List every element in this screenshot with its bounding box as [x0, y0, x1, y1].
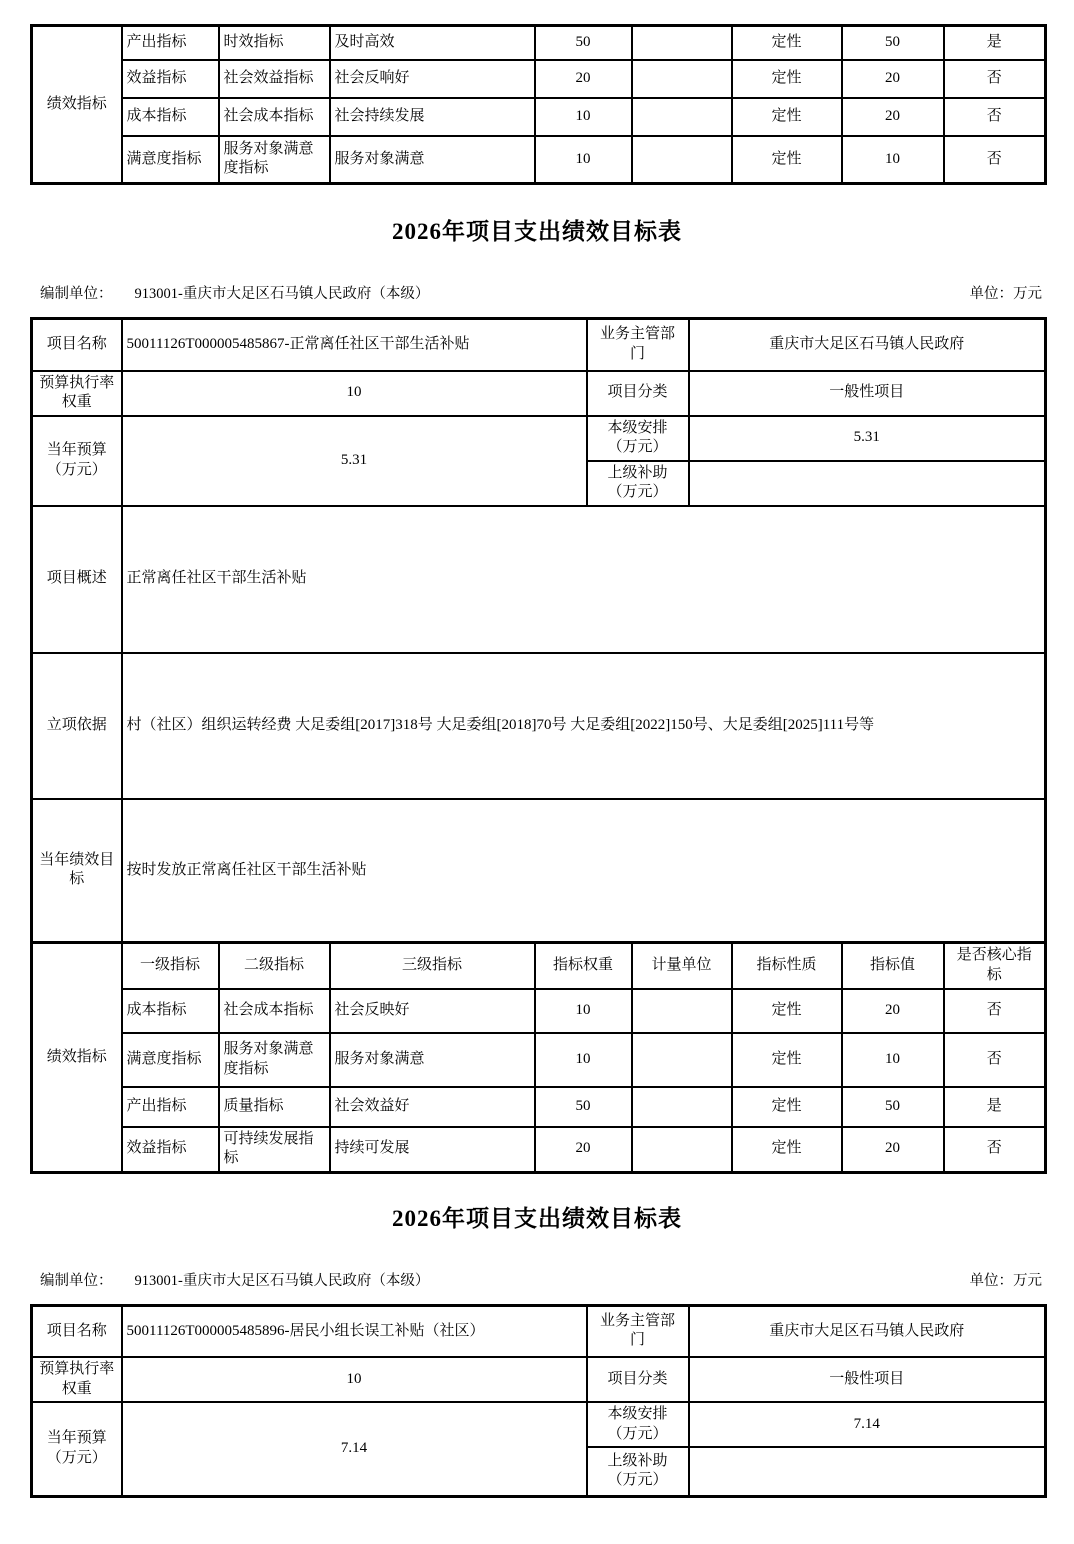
performance-group-label: 绩效指标: [32, 26, 122, 184]
indicator-cell: 社会反响好: [330, 60, 535, 98]
indicator-cell: 20: [842, 60, 944, 98]
indicator-cell: [632, 989, 732, 1033]
upper-subsidy-value: [689, 1447, 1046, 1496]
dept-value: 重庆市大足区石马镇人民政府: [689, 1305, 1046, 1357]
carryover-performance-table: [30, 24, 1047, 185]
indicator-cell: 10: [535, 98, 632, 136]
indicator-cell: 否: [944, 1033, 1046, 1087]
indicator-cell: 20: [535, 1127, 632, 1173]
indicator-cell: 可持续发展指 标: [219, 1127, 330, 1173]
basis-value: 村（社区）组织运转经费 大足委组[2017]318号 大足委组[2018]70号 大足委组[2022]150号、大足委组[2025]111号等: [122, 653, 1046, 799]
upper-subsidy-label: 上级补助 （万元）: [587, 1447, 689, 1496]
project-class-value: 一般性项目: [689, 371, 1046, 416]
prep-unit-label: 编制单位：: [40, 1272, 113, 1289]
budget-exec-weight-value: 10: [122, 1357, 587, 1402]
prep-unit: [40, 282, 429, 303]
local-arrangement-label: 本级安排 （万元）: [587, 416, 689, 461]
indicator-cell: 定性: [732, 98, 842, 136]
indicator-cell: 定性: [732, 989, 842, 1033]
indicator-header-cell: 一级指标: [122, 943, 219, 989]
indicator-header-cell: 指标性质: [732, 943, 842, 989]
report-title: 2026年项目支出绩效目标表: [392, 219, 682, 244]
indicator-cell: 50: [842, 26, 944, 60]
indicator-header-cell: 指标值: [842, 943, 944, 989]
upper-subsidy-label: 上级补助 （万元）: [587, 461, 689, 506]
overview-value: 正常离任社区干部生活补贴: [122, 506, 1046, 653]
indicator-cell: 效益指标: [122, 1127, 219, 1173]
indicator-cell: [632, 60, 732, 98]
annual-budget-value: 5.31: [122, 416, 587, 506]
unit-label: 单位：万元: [969, 1272, 1042, 1289]
indicator-cell: [632, 26, 732, 60]
indicator-cell: 及时高效: [330, 26, 535, 60]
indicator-cell: 社会持续发展: [330, 98, 535, 136]
indicator-header-cell: 计量单位: [632, 943, 732, 989]
prep-unit-label: 编制单位：: [40, 286, 113, 302]
prep-unit-value: 913001-重庆市大足区石马镇人民政府（本级）: [134, 286, 430, 302]
indicator-cell: 质量指标: [219, 1087, 330, 1127]
indicator-header-cell: 三级指标: [330, 943, 535, 989]
local-arrangement-value: 5.31: [689, 416, 1046, 461]
indicator-cell: 定性: [732, 26, 842, 60]
report-meta: [40, 282, 1042, 303]
indicator-cell: 定性: [732, 1127, 842, 1173]
annual-goal-value: 按时发放正常离任社区干部生活补贴: [122, 799, 1046, 943]
project-class-label: 项目分类: [587, 1357, 689, 1402]
indicator-cell: 服务对象满意: [330, 1033, 535, 1087]
indicator-cell: 定性: [732, 60, 842, 98]
annual-budget-value: 7.14: [122, 1402, 587, 1496]
project-name-value: 50011126T000005485896-居民小组长误工补贴（社区）: [122, 1305, 587, 1357]
indicator-cell: 服务对象满意 度指标: [219, 1033, 330, 1087]
prep-unit: [40, 1269, 429, 1290]
project-class-label: 项目分类: [587, 371, 689, 416]
indicator-cell: 社会效益好: [330, 1087, 535, 1127]
indicator-cell: 否: [944, 98, 1046, 136]
indicator-cell: 50: [842, 1087, 944, 1127]
annual-goal-label: 当年绩效目 标: [32, 799, 122, 943]
indicator-header-cell: 指标权重: [535, 943, 632, 989]
indicator-cell: [632, 136, 732, 184]
indicator-cell: 是: [944, 1087, 1046, 1127]
indicator-cell: 社会成本指标: [219, 98, 330, 136]
dept-label: 业务主管部 门: [587, 319, 689, 371]
indicator-cell: 时效指标: [219, 26, 330, 60]
overview-label: 项目概述: [32, 506, 122, 653]
unit-label: 单位：万元: [969, 286, 1042, 302]
local-arrangement-value: 7.14: [689, 1402, 1046, 1447]
indicator-cell: 否: [944, 136, 1046, 184]
performance-group-label: 绩效指标: [32, 943, 122, 1173]
indicator-cell: 社会反映好: [330, 989, 535, 1033]
indicator-cell: 50: [535, 26, 632, 60]
indicator-header-cell: 是否核心指 标: [944, 943, 1046, 989]
indicator-cell: 10: [535, 1033, 632, 1087]
dept-value: 重庆市大足区石马镇人民政府: [689, 319, 1046, 371]
report-meta: [40, 1269, 1042, 1290]
indicator-cell: 10: [535, 136, 632, 184]
indicator-cell: 20: [535, 60, 632, 98]
annual-budget-label: 当年预算 （万元）: [32, 1402, 122, 1496]
indicator-cell: 效益指标: [122, 60, 219, 98]
indicator-cell: 20: [842, 1127, 944, 1173]
budget-exec-weight-label: 预算执行率 权重: [32, 1357, 122, 1402]
indicator-cell: 否: [944, 989, 1046, 1033]
indicator-cell: 定性: [732, 1033, 842, 1087]
indicator-cell: [632, 98, 732, 136]
dept-label: 业务主管部 门: [587, 1305, 689, 1357]
indicator-cell: 社会成本指标: [219, 989, 330, 1033]
indicator-cell: [632, 1127, 732, 1173]
budget-exec-weight-value: 10: [122, 371, 587, 416]
indicator-cell: 定性: [732, 1087, 842, 1127]
indicator-cell: 服务对象满意: [330, 136, 535, 184]
indicator-cell: 10: [842, 1033, 944, 1087]
indicator-cell: 否: [944, 60, 1046, 98]
indicator-cell: 否: [944, 1127, 1046, 1173]
indicator-cell: 成本指标: [122, 98, 219, 136]
indicator-cell: [632, 1087, 732, 1127]
indicator-cell: 10: [535, 989, 632, 1033]
indicator-cell: 社会效益指标: [219, 60, 330, 98]
project-info-table: [30, 317, 1047, 944]
performance-indicator-table: [30, 941, 1047, 1174]
indicator-cell: 产出指标: [122, 26, 219, 60]
indicator-cell: 产出指标: [122, 1087, 219, 1127]
indicator-cell: 成本指标: [122, 989, 219, 1033]
indicator-cell: 10: [842, 136, 944, 184]
indicator-cell: 满意度指标: [122, 136, 219, 184]
project-name-label: 项目名称: [32, 319, 122, 371]
budget-exec-weight-label: 预算执行率 权重: [32, 371, 122, 416]
basis-label: 立项依据: [32, 653, 122, 799]
indicator-cell: 50: [535, 1087, 632, 1127]
indicator-cell: 20: [842, 98, 944, 136]
indicator-cell: 服务对象满意 度指标: [219, 136, 330, 184]
annual-budget-label: 当年预算 （万元）: [32, 416, 122, 506]
indicator-cell: 持续可发展: [330, 1127, 535, 1173]
indicator-cell: [632, 1033, 732, 1087]
indicator-cell: 定性: [732, 136, 842, 184]
indicator-cell: 20: [842, 989, 944, 1033]
project-class-value: 一般性项目: [689, 1357, 1046, 1402]
indicator-cell: 是: [944, 26, 1046, 60]
upper-subsidy-value: [689, 461, 1046, 506]
report-title: 2026年项目支出绩效目标表: [392, 1205, 682, 1231]
local-arrangement-label: 本级安排 （万元）: [587, 1402, 689, 1447]
project-info-table: [30, 1304, 1047, 1498]
project-name-label: 项目名称: [32, 1305, 122, 1357]
prep-unit-value: 913001-重庆市大足区石马镇人民政府（本级）: [134, 1272, 430, 1289]
project-name-value: 50011126T000005485867-正常离任社区干部生活补贴: [122, 319, 587, 371]
indicator-cell: 满意度指标: [122, 1033, 219, 1087]
indicator-header-cell: 二级指标: [219, 943, 330, 989]
